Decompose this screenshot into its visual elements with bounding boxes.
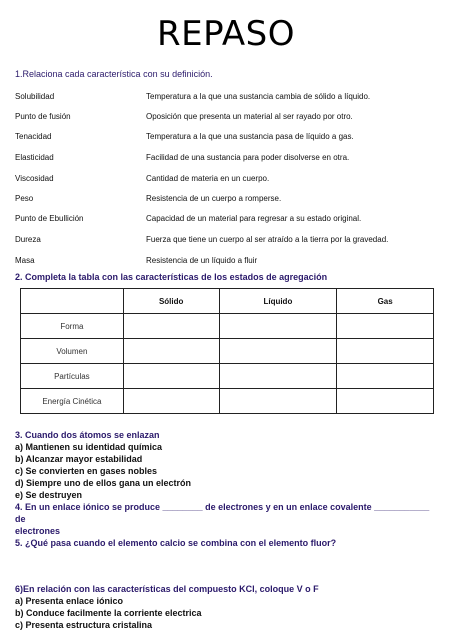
- question-1-heading: 1.Relaciona cada característica con su definición.: [15, 69, 213, 79]
- table-header-cell: Líquido: [219, 289, 337, 314]
- definition: Oposición que presenta un material al ser rayado por otro.: [146, 112, 353, 121]
- question-3-heading: 3. Cuando dos átomos se enlazan: [15, 430, 160, 440]
- match-row: [15, 174, 445, 188]
- table-header-cell: Gas: [337, 289, 434, 314]
- option: e) Se destruyen: [15, 490, 83, 500]
- answer-cell[interactable]: [219, 389, 337, 414]
- definition: Cantidad de materia en un cuerpo.: [146, 174, 270, 183]
- answer-cell[interactable]: [337, 364, 434, 389]
- table-row: [21, 314, 434, 339]
- option: b) Conduce facilmente la corriente electrica: [15, 608, 202, 618]
- page-title: REPASO: [156, 14, 296, 54]
- answer-cell[interactable]: [219, 339, 337, 364]
- match-row: [15, 235, 445, 249]
- option: c) Presenta estructura cristalina: [15, 620, 153, 630]
- definition: Temperatura a la que una sustancia cambia de sólido a líquido.: [146, 92, 371, 101]
- definition: Facilidad de una sustancia para poder disolverse en otra.: [146, 153, 350, 162]
- question-5: 5. ¿Qué pasa cuando el elemento calcio se combina con el elemento fluor?: [15, 538, 337, 548]
- table-header-cell: Sólido: [123, 289, 219, 314]
- option: a) Mantienen su identidad química: [15, 442, 163, 452]
- row-label: Forma: [21, 314, 124, 339]
- table-header-row: [21, 289, 434, 314]
- question-4-line-2: electrones: [15, 526, 61, 536]
- definition: Temperatura a la que una sustancia pasa de líquido a gas.: [146, 132, 354, 141]
- option: b) Alcanzar mayor estabilidad: [15, 454, 143, 464]
- term: Masa: [15, 256, 35, 265]
- term: Tenacidad: [15, 132, 52, 141]
- question-4: [15, 501, 440, 549]
- match-row: [15, 256, 445, 270]
- answer-cell[interactable]: [123, 364, 219, 389]
- question-4-line-1: 4. En un enlace iónico se produce ________ de electrones y en un enlace covalente ___________ de: [15, 502, 430, 524]
- match-row: [15, 132, 445, 146]
- answer-cell[interactable]: [219, 314, 337, 339]
- match-row: [15, 214, 445, 228]
- definition: Capacidad de un material para regresar a su estado original.: [146, 214, 362, 223]
- term: Dureza: [15, 235, 41, 244]
- match-row: [15, 112, 445, 126]
- answer-cell[interactable]: [123, 339, 219, 364]
- match-row: [15, 194, 445, 208]
- question-6-heading: 6)En relación con las características del compuesto KCl, coloque V o F: [15, 584, 319, 594]
- question-3: [15, 429, 191, 501]
- answer-cell[interactable]: [123, 389, 219, 414]
- answer-cell[interactable]: [219, 364, 337, 389]
- term: Solubilidad: [15, 92, 55, 101]
- table-header-cell: [21, 289, 124, 314]
- answer-cell[interactable]: [337, 389, 434, 414]
- match-row: [15, 153, 445, 167]
- term: Peso: [15, 194, 34, 203]
- definition: Fuerza que tiene un cuerpo al ser atraído a la tierra por la gravedad.: [146, 235, 389, 244]
- row-label: Volumen: [21, 339, 124, 364]
- answer-cell[interactable]: [123, 314, 219, 339]
- term: Elasticidad: [15, 153, 54, 162]
- table-row: [21, 364, 434, 389]
- answer-cell[interactable]: [337, 339, 434, 364]
- option: c) Se convierten en gases nobles: [15, 466, 158, 476]
- term: Viscosidad: [15, 174, 54, 183]
- match-row: [15, 92, 445, 106]
- term: Punto de fusión: [15, 112, 71, 121]
- option: d) Siempre uno de ellos gana un electrón: [15, 478, 192, 488]
- term: Punto de Ebullición: [15, 214, 84, 223]
- table-row: [21, 339, 434, 364]
- question-6: [15, 583, 319, 631]
- definition: Resistencia de un cuerpo a romperse.: [146, 194, 282, 203]
- definition: Resistencia de un líquido a fluir: [146, 256, 258, 265]
- option: a) Presenta enlace iónico: [15, 596, 124, 606]
- row-label: Energía Cinética: [21, 389, 124, 414]
- row-label: Partículas: [21, 364, 124, 389]
- table-row: [21, 389, 434, 414]
- question-2-heading: 2. Completa la tabla con las características de los estados de agregación: [15, 272, 328, 282]
- answer-cell[interactable]: [337, 314, 434, 339]
- states-table: [20, 288, 434, 414]
